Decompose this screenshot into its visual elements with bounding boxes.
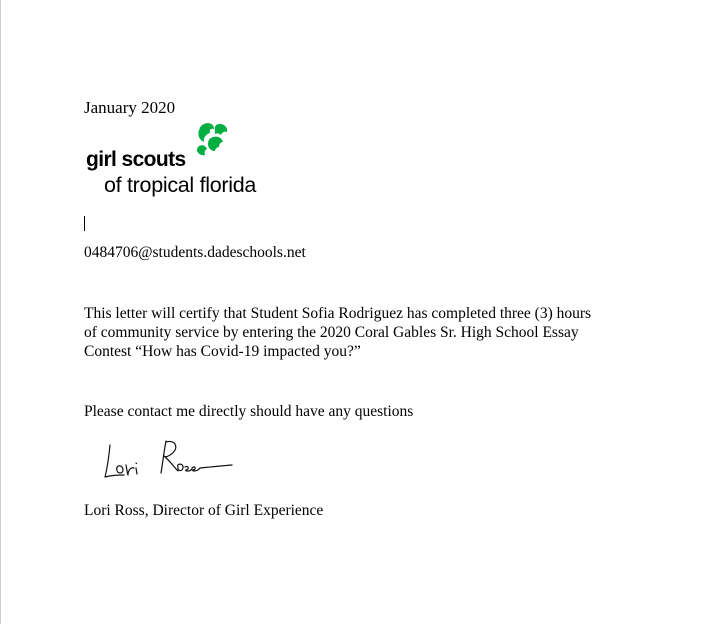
student-email: 0484706@students.dadeschools.net [84,244,306,261]
logo-text-of-tropical-florida: of tropical florida [104,173,257,197]
letter-date: January 2020 [84,98,176,117]
paragraph-line: Contest “How has Covid-19 impacted you?” [84,343,361,360]
contact-line: Please contact me directly should have any questions [84,403,414,420]
trefoil-profile-icon [191,120,231,160]
paragraph-line: This letter will certify that Student Sofia Rodriguez has completed three (3) hours [84,305,592,322]
girl-scouts-logo [86,120,286,202]
page-edge-divider [0,0,1,624]
certification-paragraph [84,304,644,361]
text-cursor [84,216,85,231]
logo-text-girl-scouts: girl scouts [86,148,186,171]
signatory-name-title: Lori Ross, Director of Girl Experience [84,502,324,519]
handwritten-signature [100,437,235,489]
paragraph-line: of community service by entering the 2020 Coral Gables Sr. High School Essay [84,324,579,341]
